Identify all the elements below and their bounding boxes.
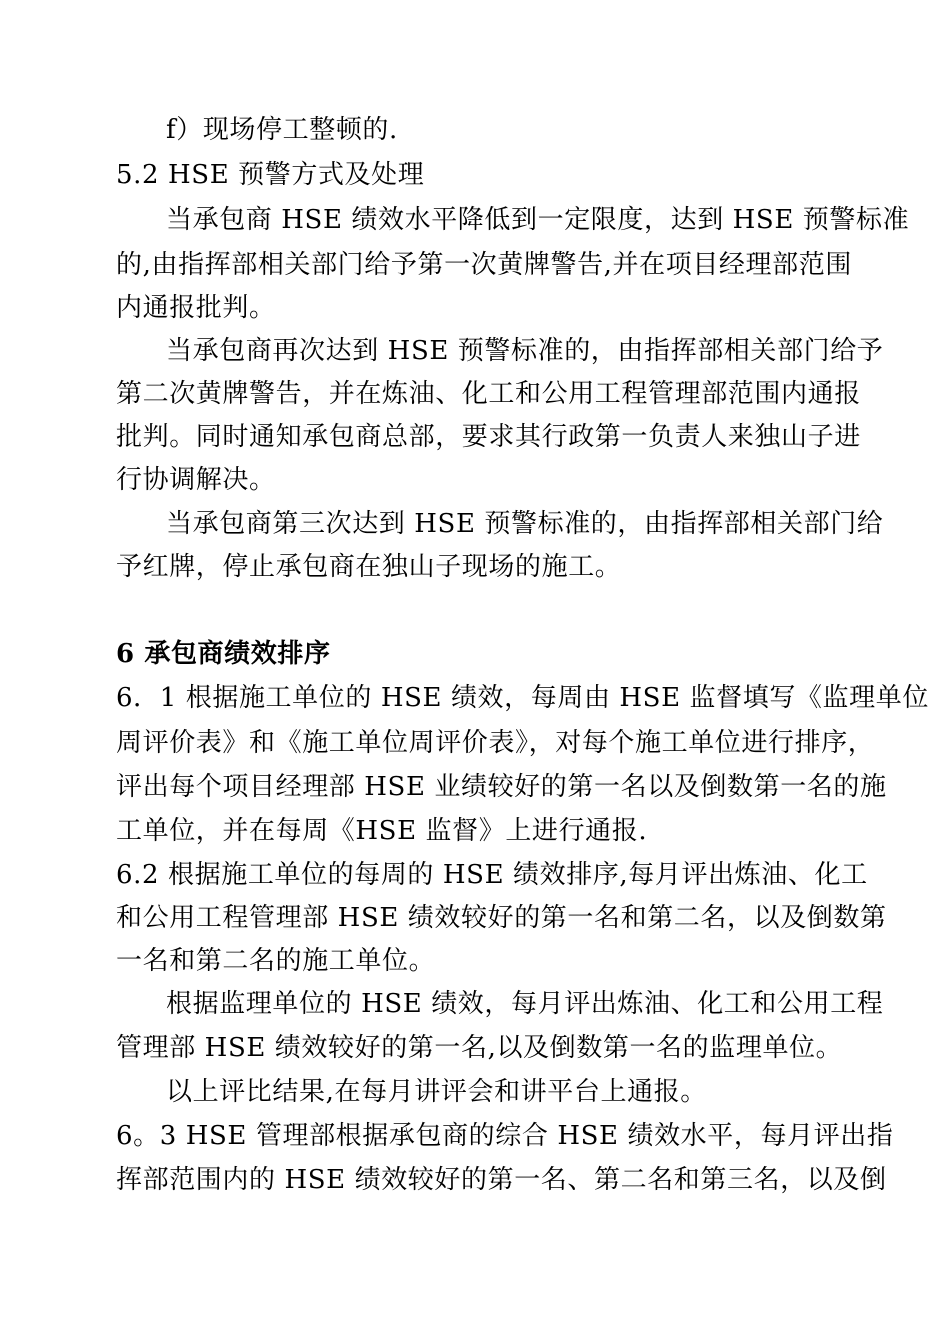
section-heading: 5.2 HSE 预警方式及处理	[116, 160, 425, 190]
paragraph-line: 以上评比结果,在每月讲评会和讲平台上通报。	[166, 1077, 707, 1107]
paragraph-line: 当承包商第三次达到 HSE 预警标准的，由指挥部相关部门给	[166, 509, 884, 539]
paragraph-line: 管理部 HSE 绩效较好的第一名,以及倒数第一名的监理单位。	[116, 1033, 843, 1063]
paragraph-line: 当承包商再次达到 HSE 预警标准的，由指挥部相关部门给予	[166, 336, 884, 366]
paragraph-line: 6。3 HSE 管理部根据承包商的综合 HSE 绩效水平，每月评出指	[116, 1121, 894, 1151]
section-heading: 6 承包商绩效排序	[116, 639, 331, 669]
paragraph-line: 第二次黄牌警告，并在炼油、化工和公用工程管理部范围内通报	[116, 379, 861, 409]
paragraph-line: 当承包商 HSE 绩效水平降低到一定限度，达到 HSE 预警标准	[166, 205, 910, 235]
paragraph-line: 评出每个项目经理部 HSE 业绩较好的第一名以及倒数第一名的施	[116, 772, 887, 802]
paragraph-line: 的,由指挥部相关部门给予第一次黄牌警告,并在项目经理部范围	[116, 250, 852, 280]
paragraph-line: f）现场停工整顿的.	[166, 115, 398, 145]
paragraph-line: 挥部范围内的 HSE 绩效较好的第一名、第二名和第三名，以及倒	[116, 1165, 887, 1195]
paragraph-line: 一名和第二名的施工单位。	[116, 946, 436, 976]
paragraph-line: 批判。同时通知承包商总部，要求其行政第一负责人来独山子进	[116, 422, 861, 452]
paragraph-line: 6．1 根据施工单位的 HSE 绩效，每周由 HSE 监督填写《监理单位	[116, 683, 929, 713]
paragraph-line: 予红牌，停止承包商在独山子现场的施工。	[116, 552, 622, 582]
paragraph-line: 周评价表》和《施工单位周评价表》，对每个施工单位进行排序，	[116, 728, 875, 758]
paragraph-line: 6.2 根据施工单位的每周的 HSE 绩效排序,每月评出炼油、化工	[116, 860, 868, 890]
paragraph-line: 行协调解决。	[116, 465, 276, 495]
paragraph-line: 和公用工程管理部 HSE 绩效较好的第一名和第二名，以及倒数第	[116, 903, 887, 933]
paragraph-line: 内通报批判。	[116, 293, 276, 323]
paragraph-line: 工单位，并在每周《HSE 监督》上进行通报.	[116, 816, 648, 846]
paragraph-line: 根据监理单位的 HSE 绩效，每月评出炼油、化工和公用工程	[166, 989, 884, 1019]
